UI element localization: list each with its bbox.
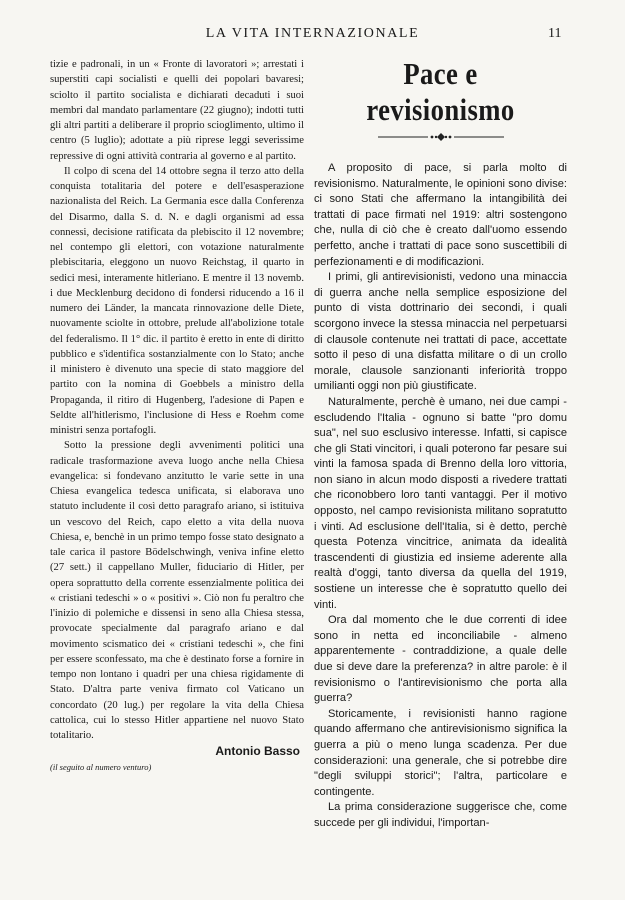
- paragraph: A proposito di pace, si parla molto di revisionismo. Naturalmente, le opinioni sono divise: ci sono Stati che affermano la intangibilità dei trattati di pace firmati nel 1919: altri sostengono che, nulla di ciò che è creato dall'uomo essendo perfetto, anche i trattati di pace sono suscettibili di perfezionamenti e di modificazioni.: [314, 162, 567, 268]
- paragraph: Storicamente, i revisionisti hanno ragione quando affermano che antirevisionismo significa la guerra a più o meno lunga scadenza. Per due considerazioni: una generale, che si potrebbe dire "degli sviluppi storici"; l'altra, particolare e contingente.: [314, 707, 567, 798]
- page-header: [0, 0, 625, 50]
- paragraph: I primi, gli antirevisionisti, vedono una minaccia di guerra anche nella semplice esposizione del punto di vista dottrinario dei secondi, i quali scorgono invece la stessa minaccia nel perpetuarsi di clausole contenute nei trattati di pace, accettate sotto il peso di una disfatta militare o di un crollo morale, clausole sanzionanti inferiorità troppo umilianti oggi non più giustificate.: [314, 271, 567, 393]
- paragraph: Il colpo di scena del 14 ottobre segna il terzo atto della conquista totalitaria del potere e dell'esasperazione nazionalista del Reich. La Germania esce dalla Conferenza del Disarmo, dalla S. d. N. e dagli organismi ad essa connessi, decisione ratificata da plebiscito il 12 novembre; nel contempo gli elettori, con votazione naturalmente plebiscitaria, eleggono un nuovo Reichstag, il quarto in sedici mesi, interamente hitleriano. E mentre il 13 novemb. i due Mecklenburg decidono di fondersi riducendo a 16 il numero dei Länder, la mancata rinnovazione delle Diete, nuovamente sciolte in ottobre, prelude all'abolizione totale del federalismo. Il 1° dic. il partito è eretto in ente di diritto pubblico e s'identifica sostanzialmente con lo Stato; anche il ministero è divenuto una specie di stato maggiore del partito con la nomina di Goebbels a ministro della Propaganda, il ritiro di Hugenberg, l'adesione di Papen e Seldte all'hitlerismo, l'inclusione di Hess e Roehm come ministri senza portafogli.: [50, 165, 304, 436]
- left-column: [50, 57, 304, 776]
- paragraph: Sotto la pressione degli avvenimenti politici una radicale trasformazione aveva luogo anche nella Chiesa evangelica: si fondevano anzitutto le varie sette in una Chiesa evangelica tedesca unificata, si elaborava uno statuto includente il così detto paragrafo ariano, si istituiva un vescovo del Reich, capo eletto a vita della nuova Chiesa, e, benchè in un primo tempo fosse stato designato a tale carica il pastore Bödelschwingh, veniva infine eletto (27 sett.) il cappellano Muller, fiduciario di Hitler, per opera soprattutto della corrente essenzialmente politica dei « cristiani tedeschi » o « positivi ». Ciò non fu peraltro che l'inizio di polemiche e dissensi in seno alla Chiesa stessa, provocate specialmente dal paragrafo ariano e dal movimento scismatico dei « cristiani tedeschi », che fini per essere sconfessato, ma che è destinato forse a fornire in tempo non lontano i quadri per una chiesa rigidamente di Stato. D'altra parte veniva firmato col Vaticano un concordato (20 lug.) per regolare la vita della Chiesa cattolica, cui lo stesso Hitler appartiene nel nuovo Stato totalitario.: [50, 440, 304, 741]
- journal-title: LA VITA INTERNAZIONALE: [205, 26, 420, 41]
- paragraph: Naturalmente, perchè è umano, nei due campi - escludendo l'Italia - ognuno si batte "pro domu sua", nel suo esclusivo interesse. Infatti, si capisce che gli Stati vincitori, i quali poterono far pesare sui vinti la famosa spada di Brenno della loro vittoria, non siano in alcun modo disposti a rivedere trattati che riconobbero loro tanti vantaggi. Per il motivo opposto, nel campo revisionista militano sopratutto i vinti. Ad esclusione dell'Italia, si è detto, perchè questa Potenza vincitrice, animata da idealità trascendenti di giustizia ed insieme aderente alla realtà d'oggi, tanto diversa da quella del 1919, sostiene un interesse che è sopratutto quello dei vinti.: [314, 395, 567, 611]
- right-column: [314, 57, 567, 832]
- continued-note: (il seguito al numero venturo): [50, 762, 152, 773]
- paragraph: Ora dal momento che le due correnti di idee sono in netta ed inconciliabile - almeno apparentemente - contraddizione, a quale delle due si deve dare la preferenza? in altre parole: è il revisionismo o l'antirevisionismo che porta alla guerra?: [314, 614, 567, 705]
- paragraph: La prima considerazione suggerisce che, come succede per gli individui, l'importan-: [314, 801, 567, 829]
- author-signature: Antonio Basso: [215, 744, 300, 759]
- ornament-divider-icon: [314, 131, 567, 147]
- page-number: 11: [548, 26, 562, 41]
- paragraph: tizie e padronali, in un « Fronte di lavoratori »; arrestati i superstiti capi socialisti e quelli dei popolari bavaresi; sciolto il partito socialista e dichiarati decaduti i suoi membri dal mandato parlamentare (22 giugno); indotti tutti gli altri partiti a deliberare il proprio scioglimento, ultimo il centro (5 luglio); adottate a più riprese leggi severissime repressive di ogni attività contraria al governo e al partito.: [50, 59, 304, 162]
- article-title: Pace e revisionismo: [366, 56, 515, 127]
